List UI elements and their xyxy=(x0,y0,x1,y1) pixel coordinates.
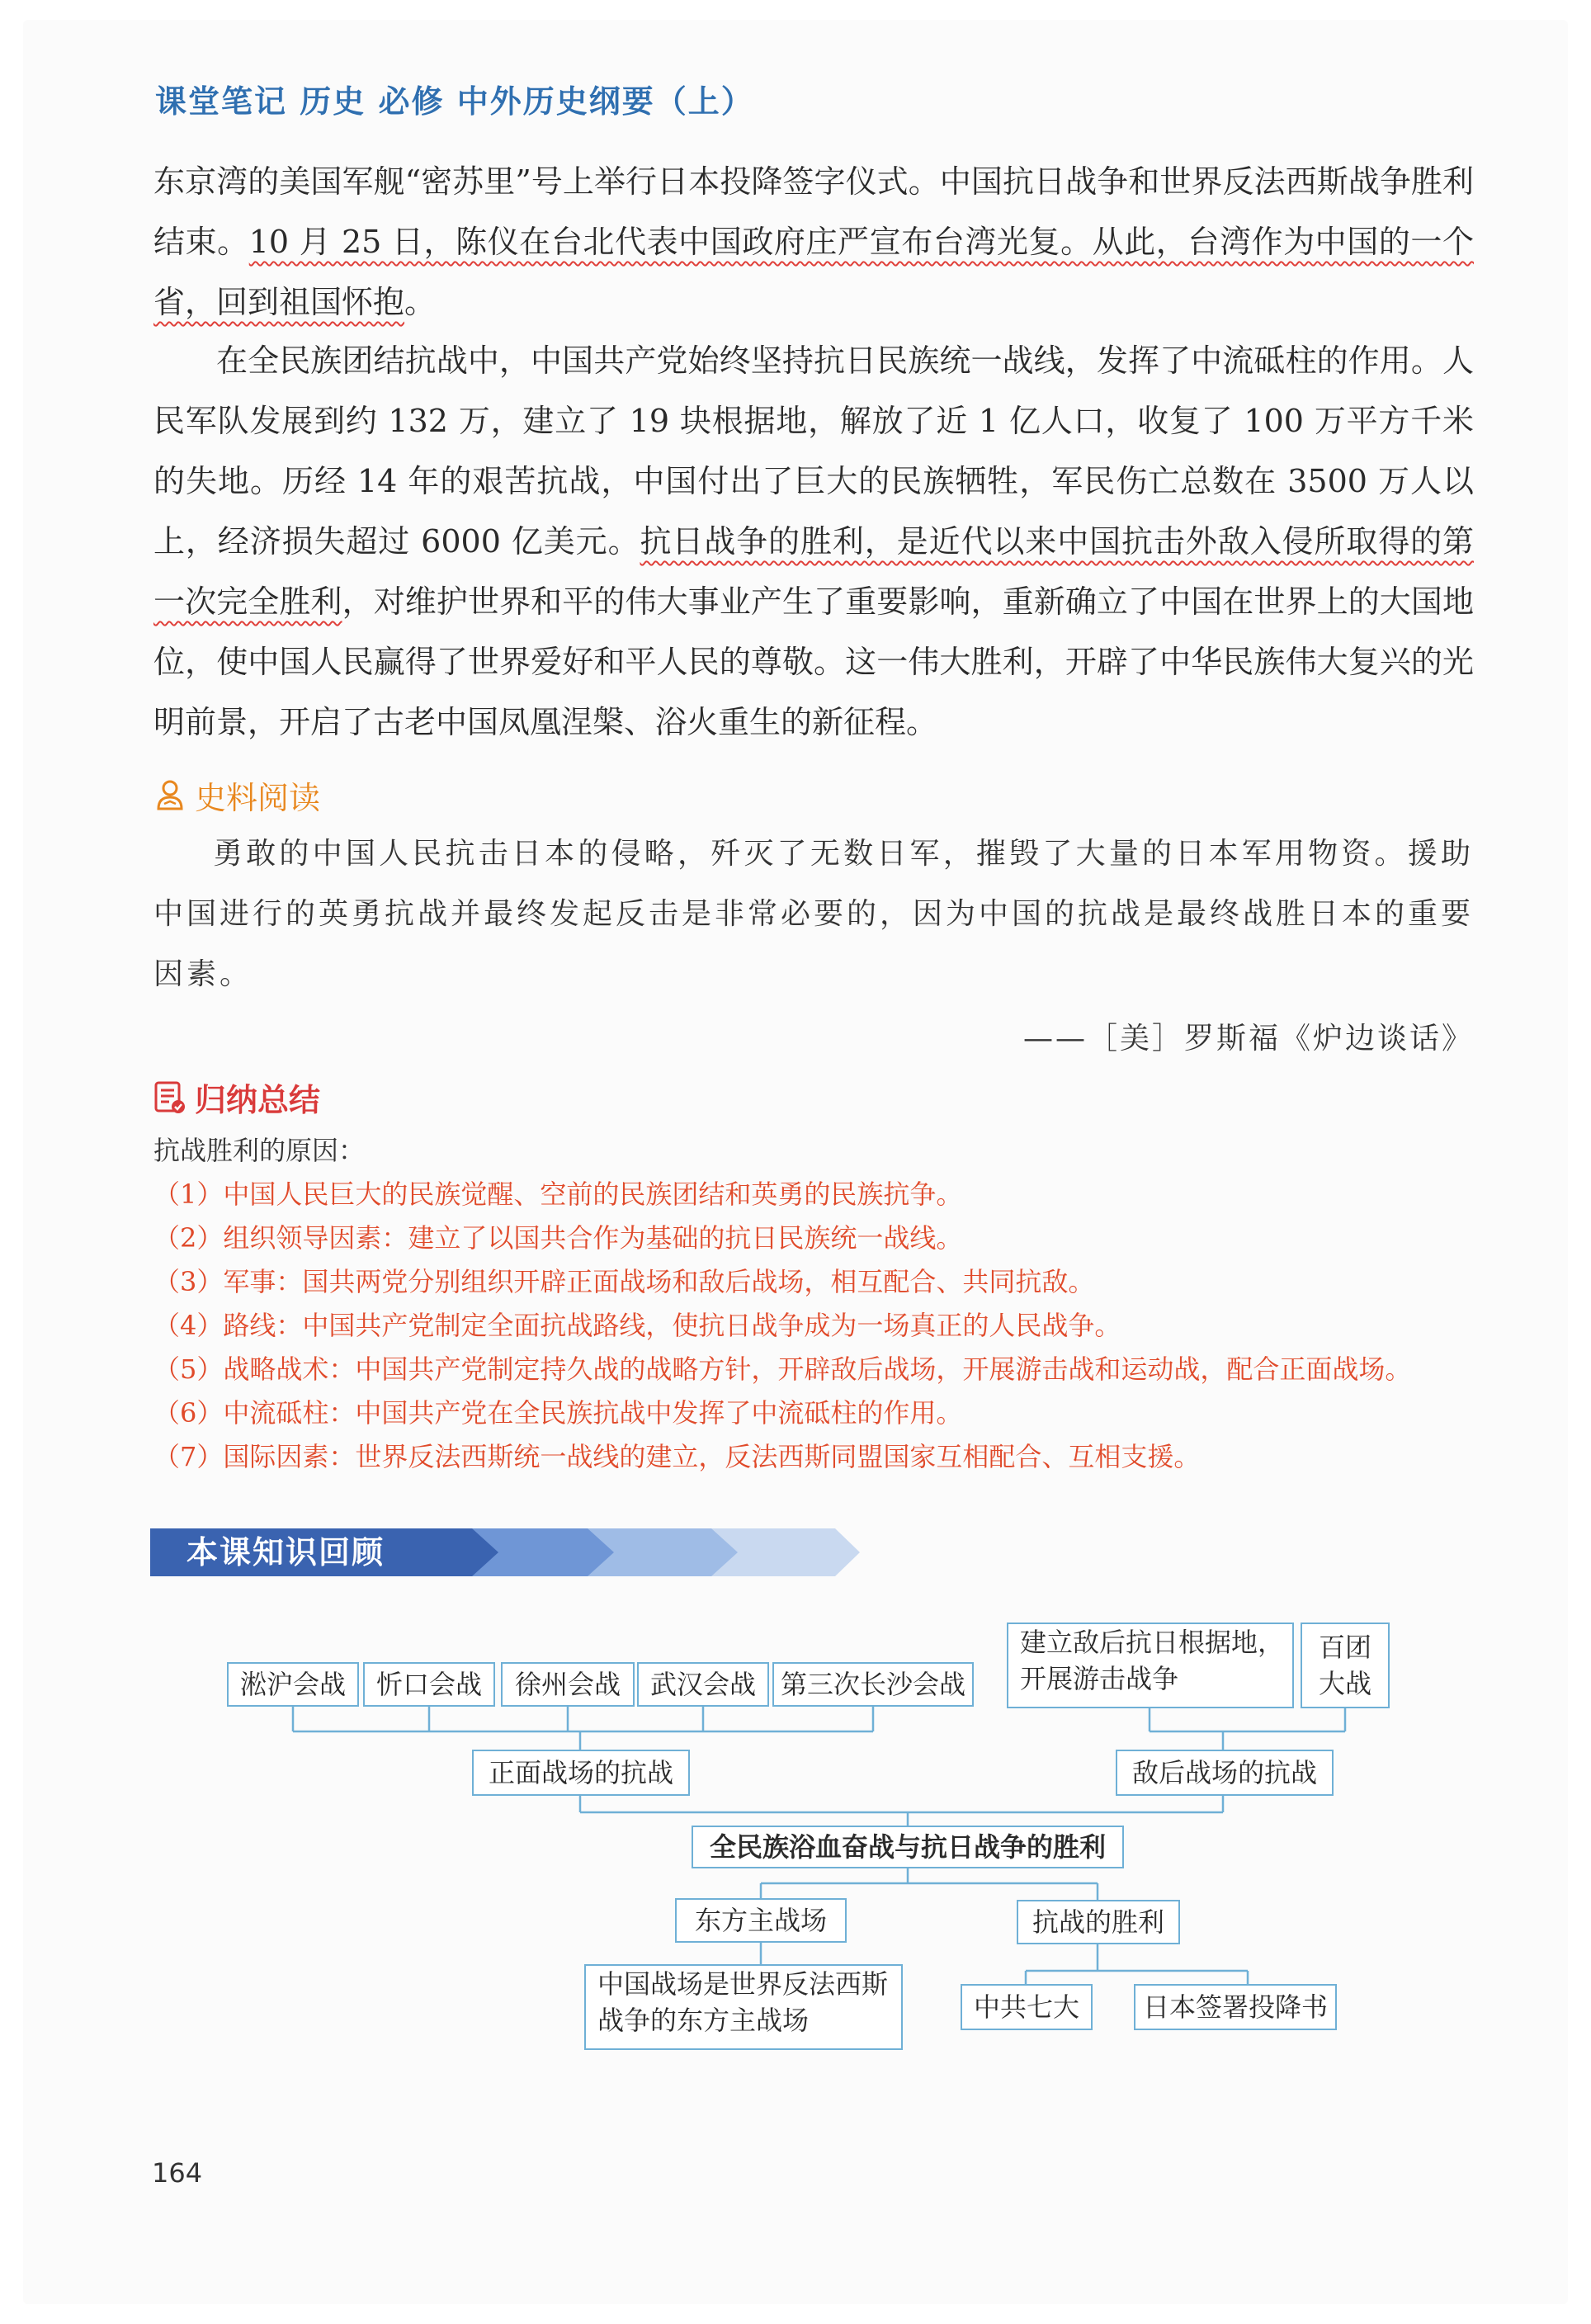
summary-item: （2）组织领导因素：建立了以国共合作为基础的抗日民族统一战线。 xyxy=(153,1222,963,1254)
reader-icon xyxy=(153,779,186,812)
notepad-icon xyxy=(153,1080,186,1115)
battle-wuhan: 武汉会战 xyxy=(637,1662,769,1707)
base-areas-line-2: 开展游击战争 xyxy=(1020,1663,1179,1694)
paragraph-1-emphasis: 10 月 25 日，陈仪在台北代表中国政府庄严宣布台湾光复。从此，台湾作为中国的一个省，回到祖国怀抱 xyxy=(153,224,1474,320)
eastern-description-line-1: 中国战场是世界反法西斯 xyxy=(597,1968,889,2000)
eastern-description-box xyxy=(584,1964,903,2050)
reading-heading xyxy=(153,772,320,818)
reading-heading-label: 史料阅读 xyxy=(195,780,321,816)
summary-item: （3）军事：国共两党分别组织开辟正面战场和敌后战场，相互配合、共同抗敌。 xyxy=(153,1266,1095,1297)
center-theme-box: 全民族浴血奋战与抗日战争的胜利 xyxy=(692,1826,1124,1868)
hundred-regiments-box xyxy=(1301,1623,1390,1708)
victory-box: 抗战的胜利 xyxy=(1017,1900,1180,1944)
eastern-theater-box: 东方主战场 xyxy=(675,1898,847,1943)
eastern-description-line-2: 战争的东方主战场 xyxy=(597,2005,810,2036)
reading-source: ——［美］罗斯福《炉边谈话》 xyxy=(1022,1022,1474,1056)
paragraph-1-text-b: 。 xyxy=(404,284,437,320)
hundred-regiments-line-2: 大战 xyxy=(1318,1668,1371,1699)
summary-item: （5）战略战术：中国共产党制定持久战的战略方针，开辟敌后战场，开展游击战和运动战，配合正面战场。 xyxy=(153,1353,1412,1385)
paragraph-1-text-a: 东京湾的美国军舰“密苏里”号上举行日本投降签字仪式。中国抗日战争和世界反法西斯战争胜利结束。 xyxy=(153,163,1474,260)
summary-intro: 抗战胜利的原因： xyxy=(153,1135,366,1166)
base-areas-line-1: 建立敌后抗日根据地， xyxy=(1020,1627,1285,1658)
front-battlefield-box: 正面战场的抗战 xyxy=(472,1750,690,1796)
reading-quote-text: 勇敢的中国人民抗击日本的侵略，歼灭了无数日军，摧毁了大量的日本军用物资。援助中国进行的英勇抗战并最终发起反击是非常必要的，因为中国的抗战是最终战胜日本的重要因素。 xyxy=(153,837,1475,991)
base-areas-box xyxy=(1007,1623,1294,1708)
rear-battlefield-box: 敌后战场的抗战 xyxy=(1116,1750,1334,1796)
summary-item: （1）中国人民巨大的民族觉醒、空前的民族团结和英勇的民族抗争。 xyxy=(153,1179,963,1210)
seventh-congress-box: 中共七大 xyxy=(961,1984,1093,2030)
summary-heading-label: 归纳总结 xyxy=(195,1082,321,1118)
battle-xuzhou: 徐州会战 xyxy=(501,1662,635,1707)
paragraph-2-text-a: 在全民族团结抗战中，中国共产党始终坚持抗日民族统一战线，发挥了中流砥柱的作用。人民军队发展到约 132 万，建立了 19 块根据地，解放了近 1 亿人口，收复了 100 万平方千米的失地。历经 14 年的艰苦抗战，中国付出了巨大的民族牺牲，军民伤亡总数在 3500 万人以上，经济损失超过 6000 亿美元。 xyxy=(153,342,1474,560)
paragraph-2-emphasis: 抗日战争的胜利，是近代以来中国抗击外敌入侵所取得的第一次完全胜利 xyxy=(153,523,1474,620)
surrender-box: 日本签署投降书 xyxy=(1134,1984,1337,2030)
summary-list xyxy=(153,1129,1411,1479)
hundred-regiments-line-1: 百团 xyxy=(1318,1632,1371,1663)
summary-heading xyxy=(153,1075,320,1120)
battle-xinkou: 忻口会战 xyxy=(363,1662,495,1707)
paragraph-2-text-b: ，对维护世界和平的伟大事业产生了重要影响，重新确立了中国在世界上的大国地位，使中国人民赢得了世界爱好和平人民的尊敬。这一伟大胜利，开辟了中华民族伟大复兴的光明前景，开启了古老中国凤凰涅槃、浴火重生的新征程。 xyxy=(153,583,1474,740)
battle-songhu: 淞沪会战 xyxy=(227,1662,359,1707)
paragraph-1 xyxy=(153,152,1474,333)
summary-item: （4）路线：中国共产党制定全面抗战路线，使抗日战争成为一场真正的人民战争。 xyxy=(153,1310,1121,1341)
page-number: 164 xyxy=(152,2157,203,2189)
summary-item: （7）国际因素：世界反法西斯统一战线的建立，反法西斯同盟国家互相配合、互相支援。 xyxy=(153,1441,1201,1472)
paragraph-2 xyxy=(153,331,1474,753)
battle-changsha-3: 第三次长沙会战 xyxy=(772,1662,974,1707)
review-banner-title: 本课知识回顾 xyxy=(186,1534,385,1571)
running-header: 课堂笔记 历史 必修 中外历史纲要（上） xyxy=(155,83,754,120)
review-banner xyxy=(150,1528,860,1576)
reading-quote xyxy=(153,824,1474,1004)
summary-item: （6）中流砥柱：中国共产党在全民族抗战中发挥了中流砥柱的作用。 xyxy=(153,1397,963,1429)
